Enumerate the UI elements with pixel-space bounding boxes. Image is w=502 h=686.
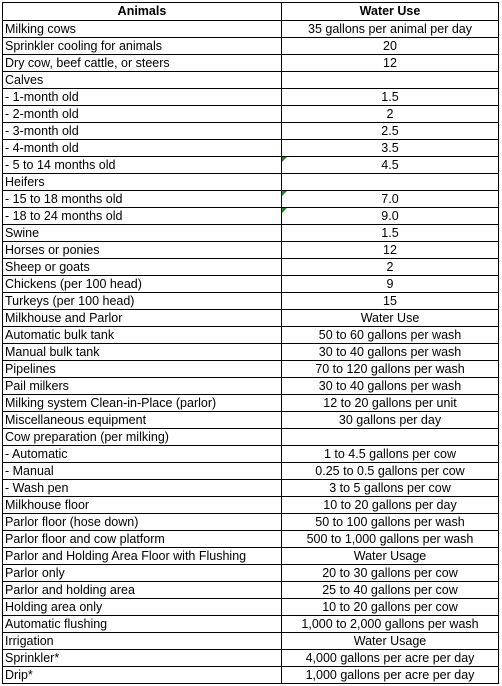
comment-indicator-icon[interactable] xyxy=(282,208,287,213)
row-label-cell[interactable]: - Manual xyxy=(3,463,282,480)
row-value-cell[interactable]: 7.0 xyxy=(282,191,499,208)
row-value-cell[interactable]: Water Usage xyxy=(282,633,499,650)
row-value-cell[interactable]: 1.5 xyxy=(282,89,499,106)
row-label-cell[interactable]: - Automatic xyxy=(3,446,282,463)
row-value-cell[interactable]: 50 to 100 gallons per wash xyxy=(282,514,499,531)
table-row xyxy=(3,497,499,514)
row-value-cell[interactable]: 4.5 xyxy=(282,157,499,174)
row-label-cell[interactable]: Irrigation xyxy=(3,633,282,650)
row-label-cell[interactable]: Turkeys (per 100 head) xyxy=(3,293,282,310)
row-value-cell[interactable]: 9.0 xyxy=(282,208,499,225)
table-row xyxy=(3,565,499,582)
row-label-cell[interactable]: - 1-month old xyxy=(3,89,282,106)
table-row xyxy=(3,310,499,327)
row-label-cell[interactable]: Parlor floor and cow platform xyxy=(3,531,282,548)
row-label-cell[interactable]: Milkhouse floor xyxy=(3,497,282,514)
table-row xyxy=(3,514,499,531)
table-row xyxy=(3,667,499,684)
row-label-cell[interactable]: Parlor and holding area xyxy=(3,582,282,599)
row-label-cell[interactable]: Dry cow, beef cattle, or steers xyxy=(3,55,282,72)
row-value-cell[interactable]: 2.5 xyxy=(282,123,499,140)
row-value-cell[interactable]: 50 to 60 gallons per wash xyxy=(282,327,499,344)
row-value-cell[interactable]: 30 gallons per day xyxy=(282,412,499,429)
row-label-cell[interactable]: Sheep or goats xyxy=(3,259,282,276)
table-row xyxy=(3,123,499,140)
header-water-use[interactable]: Water Use xyxy=(282,3,499,21)
row-label-cell[interactable]: Milking system Clean-in-Place (parlor) xyxy=(3,395,282,412)
row-value-cell[interactable]: 10 to 20 gallons per cow xyxy=(282,599,499,616)
row-label-cell[interactable]: Automatic bulk tank xyxy=(3,327,282,344)
row-label-cell[interactable]: Manual bulk tank xyxy=(3,344,282,361)
row-value-cell[interactable]: 12 xyxy=(282,55,499,72)
row-label-cell[interactable]: Holding area only xyxy=(3,599,282,616)
table-row xyxy=(3,157,499,174)
row-value-cell[interactable] xyxy=(282,429,499,446)
table-row xyxy=(3,429,499,446)
row-value-cell[interactable]: 4,000 gallons per acre per day xyxy=(282,650,499,667)
row-label-cell[interactable]: Drip* xyxy=(3,667,282,684)
row-label-cell[interactable]: Parlor and Holding Area Floor with Flushing xyxy=(3,548,282,565)
row-label-cell[interactable]: - 15 to 18 months old xyxy=(3,191,282,208)
row-value-cell[interactable] xyxy=(282,174,499,191)
table-row xyxy=(3,38,499,55)
table-row xyxy=(3,344,499,361)
row-label-cell[interactable]: - 18 to 24 months old xyxy=(3,208,282,225)
row-value-cell[interactable]: 10 to 20 gallons per day xyxy=(282,497,499,514)
table-row xyxy=(3,446,499,463)
table-row xyxy=(3,395,499,412)
table-row xyxy=(3,242,499,259)
row-label-cell[interactable]: Miscellaneous equipment xyxy=(3,412,282,429)
row-value-cell[interactable]: 3.5 xyxy=(282,140,499,157)
row-label-cell[interactable]: Milkhouse and Parlor xyxy=(3,310,282,327)
row-label-cell[interactable]: Heifers xyxy=(3,174,282,191)
table-row xyxy=(3,225,499,242)
table-row xyxy=(3,650,499,667)
row-label-cell[interactable]: Sprinkler* xyxy=(3,650,282,667)
table-row xyxy=(3,55,499,72)
row-label-cell[interactable]: - 4-month old xyxy=(3,140,282,157)
row-value-cell[interactable]: 12 xyxy=(282,242,499,259)
table-row xyxy=(3,208,499,225)
table-body xyxy=(3,21,499,684)
table-row xyxy=(3,174,499,191)
row-value-cell[interactable]: 35 gallons per animal per day xyxy=(282,21,499,38)
row-label-cell[interactable]: Sprinkler cooling for animals xyxy=(3,38,282,55)
table-row xyxy=(3,72,499,89)
table-row xyxy=(3,276,499,293)
row-label-cell[interactable]: Pail milkers xyxy=(3,378,282,395)
row-label-cell[interactable]: Cow preparation (per milking) xyxy=(3,429,282,446)
header-animals[interactable]: Animals xyxy=(3,3,282,21)
row-value-cell[interactable]: 9 xyxy=(282,276,499,293)
table-row xyxy=(3,531,499,548)
table-row xyxy=(3,21,499,38)
row-label-cell[interactable]: Parlor floor (hose down) xyxy=(3,514,282,531)
table-row xyxy=(3,89,499,106)
row-value-cell[interactable]: 30 to 40 gallons per wash xyxy=(282,344,499,361)
table-row xyxy=(3,633,499,650)
row-value-cell[interactable]: 12 to 20 gallons per unit xyxy=(282,395,499,412)
row-label-cell[interactable]: - 2-month old xyxy=(3,106,282,123)
table-row xyxy=(3,616,499,633)
row-value-cell[interactable]: 2 xyxy=(282,259,499,276)
row-value-cell[interactable]: 30 to 40 gallons per wash xyxy=(282,378,499,395)
row-label-cell[interactable]: Milking cows xyxy=(3,21,282,38)
table-row xyxy=(3,480,499,497)
table-row xyxy=(3,378,499,395)
row-label-cell[interactable]: - Wash pen xyxy=(3,480,282,497)
row-value-cell[interactable]: 2 xyxy=(282,106,499,123)
row-value-cell[interactable]: Water Use xyxy=(282,310,499,327)
row-value-cell[interactable] xyxy=(282,72,499,89)
table-row xyxy=(3,412,499,429)
comment-indicator-icon[interactable] xyxy=(282,157,287,162)
row-label-cell[interactable]: Swine xyxy=(3,225,282,242)
header-row xyxy=(3,3,499,21)
row-value-cell[interactable]: 1.5 xyxy=(282,225,499,242)
row-value-cell[interactable]: 20 xyxy=(282,38,499,55)
row-label-cell[interactable]: Chickens (per 100 head) xyxy=(3,276,282,293)
table-row xyxy=(3,293,499,310)
row-value-cell[interactable]: 20 to 30 gallons per cow xyxy=(282,565,499,582)
table-row xyxy=(3,327,499,344)
table-row xyxy=(3,361,499,378)
row-label-cell[interactable]: - 3-month old xyxy=(3,123,282,140)
row-value-cell[interactable]: 15 xyxy=(282,293,499,310)
table-row xyxy=(3,582,499,599)
row-value-cell[interactable]: 1,000 to 2,000 gallons per wash xyxy=(282,616,499,633)
table-row xyxy=(3,599,499,616)
row-label-cell[interactable]: Horses or ponies xyxy=(3,242,282,259)
row-label-cell[interactable]: Calves xyxy=(3,72,282,89)
row-label-cell[interactable]: Parlor only xyxy=(3,565,282,582)
row-label-cell[interactable]: Pipelines xyxy=(3,361,282,378)
comment-indicator-icon[interactable] xyxy=(282,191,287,196)
row-label-cell[interactable]: Automatic flushing xyxy=(3,616,282,633)
row-value-cell[interactable]: 1,000 gallons per acre per day xyxy=(282,667,499,684)
table-row xyxy=(3,191,499,208)
row-value-cell[interactable]: 3 to 5 gallons per cow xyxy=(282,480,499,497)
table-row xyxy=(3,548,499,565)
water-use-table xyxy=(2,2,499,684)
row-value-cell[interactable]: 0.25 to 0.5 gallons per cow xyxy=(282,463,499,480)
table-row xyxy=(3,140,499,157)
row-value-cell[interactable]: 500 to 1,000 gallons per wash xyxy=(282,531,499,548)
row-value-cell[interactable]: 25 to 40 gallons per cow xyxy=(282,582,499,599)
table-row xyxy=(3,463,499,480)
row-value-cell[interactable]: Water Usage xyxy=(282,548,499,565)
table-row xyxy=(3,106,499,123)
row-value-cell[interactable]: 1 to 4.5 gallons per cow xyxy=(282,446,499,463)
table-row xyxy=(3,259,499,276)
row-value-cell[interactable]: 70 to 120 gallons per wash xyxy=(282,361,499,378)
row-label-cell[interactable]: - 5 to 14 months old xyxy=(3,157,282,174)
